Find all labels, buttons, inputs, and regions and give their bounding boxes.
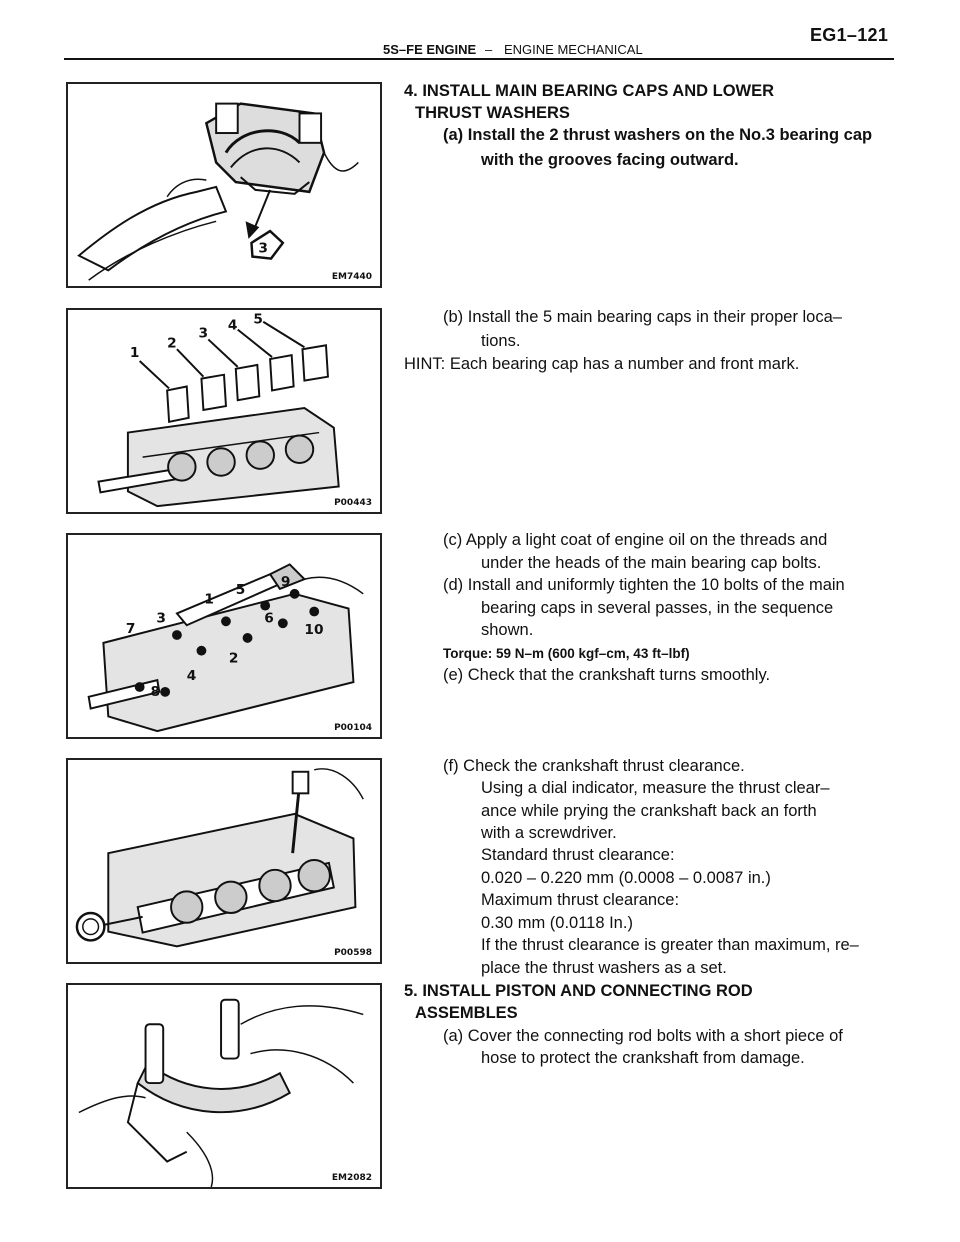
- step-5-heading: 5. INSTALL PISTON AND CONNECTING ROD: [404, 982, 753, 1000]
- step-5a-line-2: hose to protect the crankshaft from damage.: [481, 1049, 805, 1067]
- figure-code: P00104: [334, 723, 372, 733]
- cap-number-2: 2: [167, 335, 177, 352]
- figure-bearing-caps: [66, 308, 382, 514]
- header-engine-label: 5S–FE ENGINE: [383, 42, 477, 57]
- step-4d-line-3: shown.: [481, 621, 534, 639]
- step-4d-line-1: (d) Install and uniformly tighten the 10 bolts of the main: [443, 576, 845, 594]
- bolt-number-8: 8: [150, 683, 161, 700]
- thrust-washer-illustration: [68, 84, 380, 286]
- step-5-heading-cont: ASSEMBLES: [415, 1004, 518, 1022]
- header-section-label: ENGINE MECHANICAL: [504, 42, 643, 57]
- step-4f-line-6: 0.020 – 0.220 mm (0.0008 – 0.0087 in.): [481, 869, 771, 887]
- torque-spec: Torque: 59 N–m (600 kgf–cm, 43 ft–lbf): [443, 646, 690, 661]
- step-4b-line-1: (b) Install the 5 main bearing caps in their proper loca–: [443, 308, 842, 326]
- step-4-heading: 4. INSTALL MAIN BEARING CAPS AND LOWER: [404, 82, 775, 100]
- header-rule: [64, 58, 894, 60]
- step-4f-line-1: (f) Check the crankshaft thrust clearance.: [443, 757, 745, 775]
- step-4b-line-2: tions.: [481, 332, 521, 350]
- figure-code: EM2082: [331, 1173, 372, 1183]
- thrust-clearance-illustration: [68, 760, 380, 962]
- figure-code: P00598: [334, 948, 372, 958]
- front-mark-number: 3: [258, 240, 268, 257]
- cap-number-3: 3: [198, 325, 209, 342]
- step-4a-line-1: (a) Install the 2 thrust washers on the No.3 bearing cap: [443, 126, 873, 144]
- step-4f-line-3: ance while prying the crankshaft back an forth: [481, 802, 817, 820]
- bolt-number-1: 1: [204, 591, 214, 608]
- step-4f-line-10: place the thrust washers as a set.: [481, 959, 727, 977]
- header-separator: –: [485, 42, 493, 57]
- bolt-number-4: 4: [186, 668, 197, 685]
- step-4c-line-2: under the heads of the main bearing cap bolts.: [481, 554, 822, 572]
- step-4d-line-2: bearing caps in several passes, in the sequence: [481, 599, 834, 617]
- bolt-number-3: 3: [156, 610, 166, 627]
- figure-connecting-rod: [66, 983, 382, 1189]
- bearing-caps-illustration: [68, 310, 380, 512]
- bolt-number-7: 7: [125, 621, 136, 638]
- figure-code: P00443: [334, 498, 372, 508]
- figure-thrust-clearance: [66, 758, 382, 964]
- step-4a-line-2: with the grooves facing outward.: [481, 151, 739, 169]
- step-4f-line-4: with a screwdriver.: [481, 824, 617, 842]
- figure-code: EM7440: [331, 272, 372, 282]
- step-4f-line-5: Standard thrust clearance:: [481, 846, 675, 864]
- step-4f-line-2: Using a dial indicator, measure the thrust clear–: [481, 779, 830, 797]
- cap-number-5: 5: [253, 311, 263, 328]
- tightening-sequence-illustration: [68, 535, 380, 737]
- connecting-rod-illustration: [68, 985, 380, 1187]
- step-4c-line-1: (c) Apply a light coat of engine oil on the threads and: [443, 531, 828, 549]
- step-4-heading-cont: THRUST WASHERS: [415, 104, 570, 122]
- cap-number-1: 1: [129, 345, 140, 362]
- hint-text: HINT: Each bearing cap has a number and front mark.: [404, 355, 800, 373]
- figure-thrust-washer: [66, 82, 382, 288]
- step-4e-line-1: (e) Check that the crankshaft turns smoothly.: [443, 666, 771, 684]
- bolt-number-9: 9: [280, 573, 291, 590]
- step-4f-line-7: Maximum thrust clearance:: [481, 891, 680, 909]
- page-number: EG1–121: [810, 25, 889, 45]
- step-4f-line-8: 0.30 mm (0.0118 In.): [481, 914, 633, 932]
- step-5a-line-1: (a) Cover the connecting rod bolts with a short piece of: [443, 1027, 843, 1045]
- bolt-number-2: 2: [228, 650, 239, 667]
- bolt-number-6: 6: [264, 610, 274, 627]
- bolt-number-5: 5: [235, 581, 246, 598]
- cap-number-4: 4: [227, 317, 238, 334]
- step-4f-line-9: If the thrust clearance is greater than maximum, re–: [481, 936, 859, 954]
- bolt-number-10: 10: [304, 622, 324, 639]
- figure-tightening-sequence: [66, 533, 382, 739]
